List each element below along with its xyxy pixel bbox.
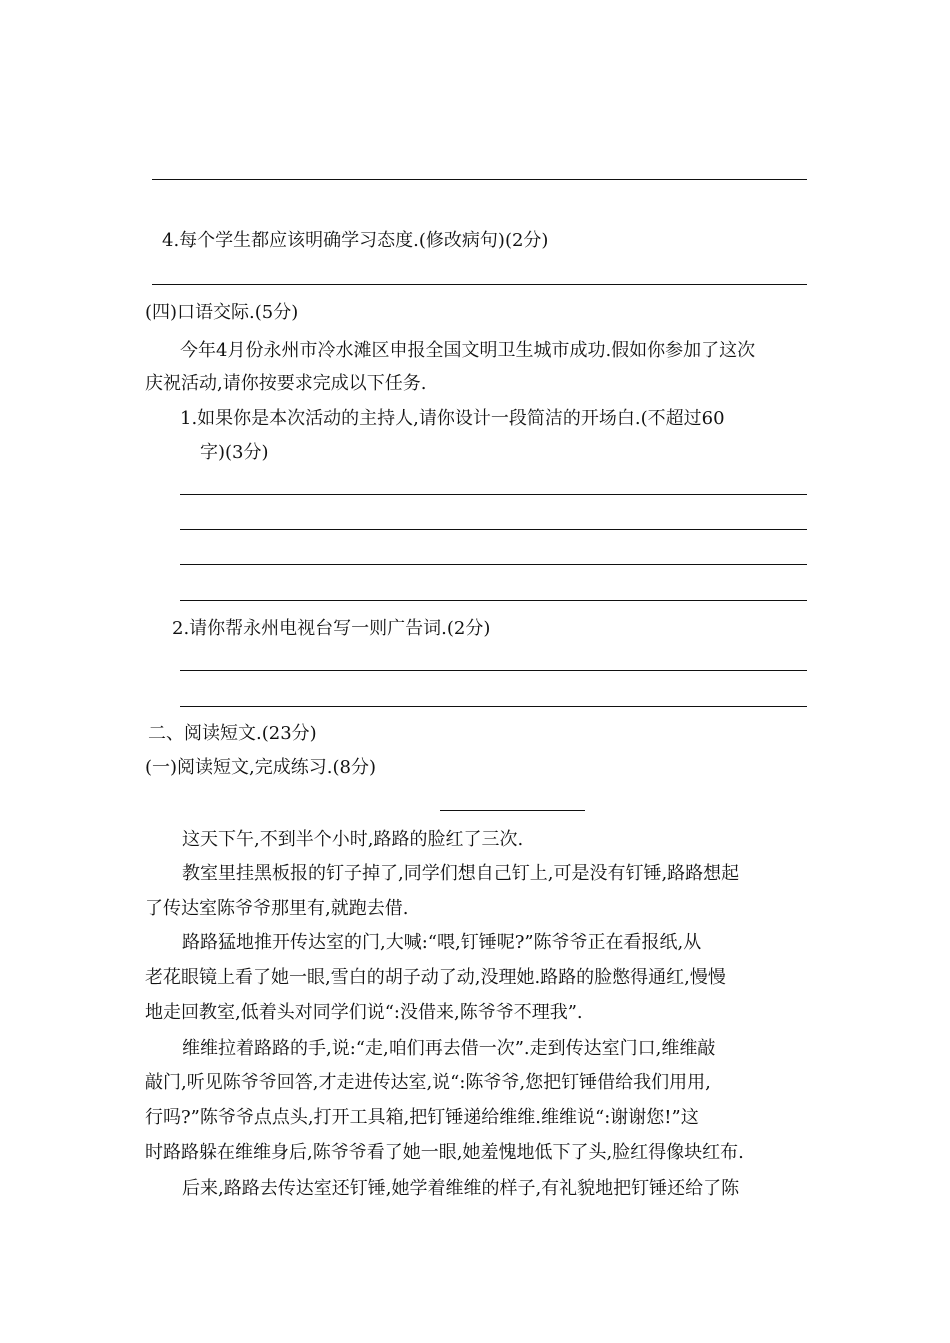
passage-line: 老花眼镜上看了她一眼,雪白的胡子动了动,没理她.路路的脸憋得通红,慢慢 bbox=[145, 967, 726, 988]
passage-line: 后来,路路去传达室还钉锤,她学着维维的样子,有礼貌地把钉锤还给了陈 bbox=[182, 1178, 740, 1199]
subsection-title: (一)阅读短文,完成练习.(8分) bbox=[145, 757, 376, 778]
section-title: (四)口语交际.(5分) bbox=[145, 302, 299, 323]
task-2: 2.请你帮永州电视台写一则广告词.(2分) bbox=[172, 618, 491, 639]
task-1: 1.如果你是本次活动的主持人,请你设计一段简洁的开场白.(不超过60 bbox=[180, 408, 725, 429]
passage-line: 这天下午,不到半个小时,路路的脸红了三次. bbox=[182, 829, 524, 850]
passage-line: 维维拉着路路的手,说:“走,咱们再去借一次”.走到传达室门口,维维敲 bbox=[182, 1038, 716, 1059]
passage-line: 了传达室陈爷爷那里有,就跑去借. bbox=[145, 898, 409, 919]
passage-line: 地走回教室,低着头对同学们说“:没借来,陈爷爷不理我”. bbox=[145, 1002, 583, 1023]
answer-line bbox=[152, 284, 807, 285]
answer-line bbox=[180, 529, 807, 530]
passage-line: 路路猛地推开传达室的门,大喊:“喂,钉锤呢?”陈爷爷正在看报纸,从 bbox=[182, 932, 702, 953]
task-1-cont: 字)(3分) bbox=[200, 442, 269, 463]
intro-line: 庆祝活动,请你按要求完成以下任务. bbox=[145, 373, 427, 394]
answer-line bbox=[180, 600, 807, 601]
answer-line bbox=[180, 564, 807, 565]
answer-line bbox=[180, 494, 807, 495]
answer-line bbox=[152, 179, 807, 180]
answer-line bbox=[180, 706, 807, 707]
passage-line: 行吗?”陈爷爷点点头,打开工具箱,把钉锤递给维维.维维说“:谢谢您!”这 bbox=[145, 1107, 699, 1128]
part-title: 二、阅读短文.(23分) bbox=[148, 723, 317, 744]
intro-line: 今年4月份永州市冷水滩区申报全国文明卫生城市成功.假如你参加了这次 bbox=[180, 340, 756, 361]
question-4: 4.每个学生都应该明确学习态度.(修改病句)(2分) bbox=[162, 230, 549, 251]
passage-title-blank bbox=[440, 810, 585, 811]
answer-line bbox=[180, 670, 807, 671]
passage-line: 时路路躲在维维身后,陈爷爷看了她一眼,她羞愧地低下了头,脸红得像块红布. bbox=[145, 1142, 744, 1163]
passage-line: 敲门,听见陈爷爷回答,才走进传达室,说“:陈爷爷,您把钉锤借给我们用用, bbox=[145, 1072, 711, 1093]
passage-line: 教室里挂黑板报的钉子掉了,同学们想自己钉上,可是没有钉锤,路路想起 bbox=[182, 863, 740, 884]
